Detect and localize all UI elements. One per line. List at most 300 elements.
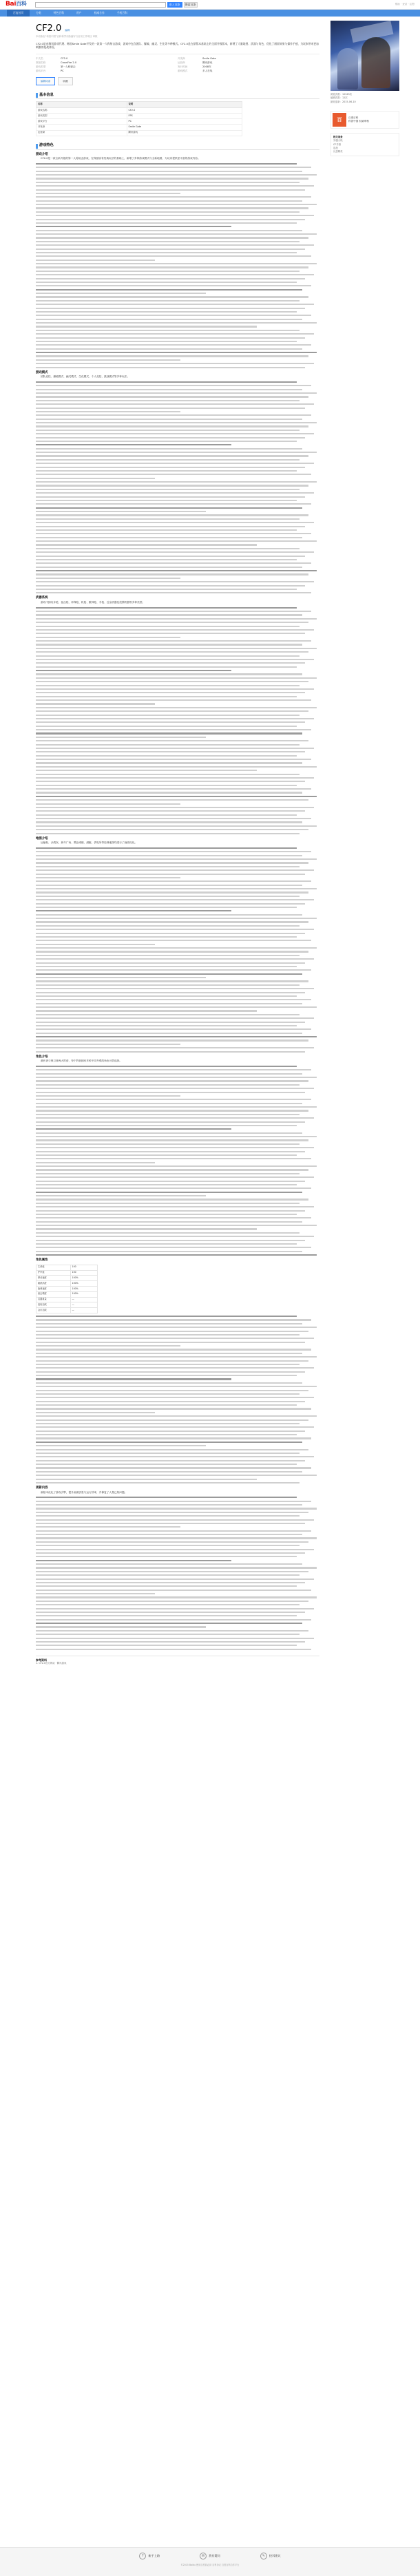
text-line: [36, 1051, 305, 1053]
text-line: [36, 1449, 308, 1450]
logo-sub-text: 百科: [16, 1, 27, 8]
stats-cell: 100%: [70, 1276, 97, 1281]
text-line: [36, 474, 311, 475]
sidebar: [330, 21, 399, 156]
baike-logo[interactable]: [6, 2, 27, 7]
text-line: [36, 688, 314, 690]
text-line: [36, 662, 305, 664]
page-title: CF2.0: [36, 23, 62, 34]
review-subline: 本词条由“科普中国”百科科学词条编写与应用工作项目 审核: [36, 35, 98, 38]
subheading-updates: 更新内容: [36, 1486, 48, 1490]
text-block: [36, 847, 319, 1053]
poster-figure: [361, 37, 390, 88]
text-line: [36, 414, 311, 416]
text-line: [36, 914, 302, 916]
text-line: [36, 1619, 311, 1620]
stat-updated: 最近更新：2015-06-10: [330, 100, 356, 103]
text-line: [36, 548, 300, 549]
text-line: [36, 185, 314, 187]
subheading-intro: 游戏介绍: [36, 152, 48, 156]
text-line: [36, 710, 308, 712]
promo-logo-icon: 百: [333, 113, 346, 127]
text-line: [36, 1073, 302, 1075]
text-line: [36, 1210, 305, 1212]
text-line: [36, 1088, 314, 1089]
text-line: [36, 633, 305, 634]
text-line: [36, 1579, 314, 1580]
text-line: [36, 1537, 317, 1539]
text-line: [36, 355, 308, 357]
text-line: [36, 589, 297, 590]
text-line: [36, 1243, 297, 1245]
text-line: [36, 1099, 311, 1100]
text-line: [36, 880, 311, 882]
text-line: [36, 755, 297, 757]
text-line: [36, 984, 300, 986]
text-line: [36, 729, 311, 730]
favorite-button[interactable]: 收藏: [58, 77, 72, 85]
text-line: [36, 503, 311, 505]
text-line: [36, 1434, 297, 1435]
text-line: [36, 252, 297, 253]
text-line: [36, 1025, 297, 1026]
text-line: [36, 529, 297, 531]
text-line: [36, 1206, 314, 1207]
stat-edits: 编辑次数：12次: [330, 96, 348, 100]
text-line: [36, 333, 314, 335]
text-line: [36, 215, 314, 216]
subheading-modes: 游戏模式: [36, 370, 48, 374]
text-line: [36, 1225, 317, 1226]
stats-cell: 100%: [70, 1281, 97, 1287]
text-line: [36, 1523, 305, 1524]
nav-mobile[interactable]: 手机百科: [116, 11, 127, 14]
stats-cell: —: [70, 1308, 97, 1313]
text-line: [36, 751, 305, 752]
text-line: [36, 921, 308, 922]
promo-line: 科普中国 权威审核: [348, 120, 369, 123]
text-line: [36, 396, 308, 397]
text-line: [36, 692, 305, 693]
promo-line: 百度百科: [348, 116, 359, 120]
text-line: [36, 1574, 300, 1576]
text-line: [36, 1649, 311, 1650]
text-line: [36, 1596, 317, 1598]
text-line: [36, 659, 314, 660]
stats-row: [36, 1270, 98, 1276]
text-line: [36, 673, 302, 675]
edit-entry-button[interactable]: 编辑词条: [36, 77, 55, 85]
text-line: [36, 282, 297, 283]
text-line: [36, 1162, 155, 1163]
text-line: [36, 1319, 311, 1320]
text-line: [36, 1408, 311, 1409]
basic-value: PC: [61, 70, 64, 73]
text-line: [36, 425, 308, 427]
text-line: [36, 1397, 314, 1398]
stats-cell: 100: [70, 1270, 97, 1276]
reference-item[interactable]: 1. CF2.0官方网站 · 腾讯游戏: [36, 1662, 67, 1665]
text-line: [36, 455, 308, 456]
text-line: [36, 1541, 308, 1543]
game-poster-image[interactable]: [330, 21, 399, 91]
basic-key: 游戏模式: [178, 70, 188, 73]
text-line: [36, 933, 305, 934]
text-line: [36, 1360, 308, 1362]
text-line: [36, 1623, 302, 1624]
entry-actions: [36, 77, 319, 85]
text-line: [36, 367, 305, 368]
text-line: [36, 522, 314, 523]
text-line: [36, 422, 317, 423]
nav-special[interactable]: 特色百科: [53, 11, 64, 14]
text-line: [36, 929, 314, 930]
top-bar: [0, 0, 420, 10]
text-line: [36, 1169, 308, 1170]
text-line: [36, 1386, 317, 1387]
subheading-roles: 角色介绍: [36, 1055, 48, 1059]
stat-views: 浏览次数：12345次: [330, 93, 353, 96]
text-line: [36, 999, 311, 1000]
basic-value: CF2.0: [61, 57, 68, 61]
text-line: [36, 441, 297, 442]
text-line: [36, 1508, 317, 1509]
text-block: [36, 381, 319, 594]
text-line: [36, 1501, 311, 1502]
text-line: [36, 178, 308, 179]
subheading-stats: 角色属性: [36, 1258, 48, 1263]
text-line: [36, 651, 308, 653]
newbie-guide-link[interactable]: [139, 2553, 160, 2559]
text-line: [36, 470, 297, 472]
text-line: [36, 437, 305, 439]
footer-links: [0, 2548, 420, 2559]
text-line: [36, 200, 302, 202]
text-line: [36, 1601, 308, 1602]
basic-info-box: [36, 54, 319, 73]
text-line: [36, 637, 180, 638]
section-basic-title: [36, 92, 319, 99]
text-line: [36, 1117, 314, 1119]
table-row: [36, 125, 242, 130]
text-line: [36, 1184, 297, 1185]
text-line: [36, 1593, 155, 1594]
text-line: [36, 381, 297, 383]
text-line: [36, 592, 311, 593]
text-line: [36, 578, 180, 579]
text-line: [36, 762, 302, 763]
text-line: [36, 677, 317, 679]
text-line: [36, 936, 297, 938]
text-line: [36, 891, 308, 893]
text-line: [36, 1066, 297, 1067]
enter-entry-button[interactable]: 进入词条: [167, 2, 182, 8]
basic-key: 开发商: [178, 57, 185, 61]
basic-value: 腾讯游戏: [202, 61, 213, 65]
text-line: [36, 721, 305, 723]
nav-home[interactable]: 百度首页: [7, 10, 30, 17]
text-line: [36, 788, 311, 790]
text-line: [36, 570, 317, 571]
text-line: [36, 544, 257, 545]
nav-authority[interactable]: 权威合作: [94, 11, 105, 14]
text-line: [36, 1349, 311, 1350]
text-line: [36, 1393, 300, 1395]
text-line: [36, 1334, 300, 1335]
text-line: [36, 1364, 300, 1365]
text-line: [36, 1378, 231, 1380]
text-line: [36, 1022, 305, 1023]
text-line: [36, 1552, 305, 1554]
text-line: [36, 278, 305, 279]
text-line: [36, 777, 314, 779]
question-link[interactable]: [200, 2553, 220, 2559]
footer-link-label: 我有疑问: [209, 2554, 220, 2558]
table-header-row: [36, 102, 242, 108]
text-line: [36, 869, 314, 871]
text-line: [36, 1404, 297, 1406]
text-line: [36, 1608, 314, 1609]
promo-banner[interactable]: [330, 111, 399, 129]
text-line: [36, 1147, 314, 1148]
text-line: [36, 1367, 314, 1369]
text-line: [36, 1128, 231, 1130]
text-line: [36, 1534, 302, 1535]
text-line: [36, 551, 314, 553]
text-line: [36, 1036, 317, 1037]
text-line: [36, 1136, 317, 1137]
table-cell: 腾讯游戏: [127, 130, 242, 136]
text-line: [36, 189, 305, 191]
text-line: [36, 341, 297, 342]
text-line: [36, 567, 302, 568]
text-line: [36, 1069, 311, 1070]
text-line: [36, 385, 311, 386]
text-line: [36, 1039, 308, 1041]
text-line: [36, 274, 314, 275]
text-line: [36, 330, 300, 331]
table-cell: 开发商: [36, 125, 127, 130]
text-line: [36, 403, 314, 405]
text-line: [36, 1460, 305, 1461]
text-line: [36, 1615, 297, 1616]
related-title: 相关词条: [333, 136, 343, 139]
text-line: [36, 1084, 300, 1086]
text-line: [36, 1187, 311, 1189]
text-line: [36, 1353, 302, 1354]
text-line: [36, 1423, 300, 1424]
stats-cell: 跳跃高度: [36, 1281, 71, 1287]
table-cell: 游戏名称: [36, 107, 127, 113]
text-line: [36, 718, 314, 719]
text-line: [36, 1612, 305, 1613]
text-line: [36, 825, 317, 827]
text-line: [36, 1604, 300, 1605]
text-line: [36, 781, 305, 782]
references: [36, 1656, 319, 1666]
text-line: [36, 810, 305, 812]
related-link[interactable]: CF手游: [333, 142, 342, 146]
text-line: [36, 1251, 302, 1252]
text-line: [36, 1323, 302, 1324]
text-line: [36, 1143, 300, 1145]
text-line: [36, 1221, 302, 1223]
text-line: [36, 289, 302, 291]
text-line: [36, 785, 297, 786]
text-line: [36, 408, 305, 409]
text-line: [36, 444, 231, 445]
text-line: [36, 888, 317, 889]
text-line: [36, 1415, 317, 1417]
stats-cell: 100%: [70, 1286, 97, 1291]
text-line: [36, 918, 317, 919]
basic-info-row: [36, 69, 178, 73]
text-line: [36, 296, 308, 297]
paragraph-intro: CF2.0是一款全新升级的第一人称射击游戏，在保留原有经典玩法的基础上，新增了多种游戏模式与全新地图，为玩家提供更丰富的游戏内容。: [41, 157, 200, 160]
text-block: [36, 1497, 319, 1650]
text-line: [36, 1382, 302, 1384]
text-line: [36, 1003, 302, 1004]
text-line: [36, 500, 297, 501]
text-line: [36, 1106, 317, 1108]
text-line: [36, 207, 308, 209]
stats-cell: —: [70, 1302, 97, 1308]
text-line: [36, 241, 300, 242]
stats-row: [36, 1302, 98, 1308]
text-line: [36, 1442, 302, 1443]
text-line: [36, 1530, 311, 1532]
basic-key: 原版名称: [36, 61, 46, 65]
text-line: [36, 969, 311, 971]
text-line: [36, 988, 314, 989]
text-line: [36, 973, 302, 975]
text-line: [36, 511, 206, 512]
text-line: [36, 1626, 206, 1627]
basic-key: 发行时间: [178, 65, 188, 69]
stats-cell: 金币加成: [36, 1308, 71, 1313]
text-line: [36, 1316, 297, 1317]
text-line: [36, 1342, 305, 1343]
search-input[interactable]: [35, 2, 166, 8]
text-line: [36, 1641, 305, 1643]
text-line: [36, 1479, 257, 1480]
main-content: [36, 21, 319, 1666]
stats-row: [36, 1297, 98, 1302]
text-line: [36, 1401, 305, 1402]
text-line: [36, 925, 300, 927]
text-line: [36, 896, 300, 897]
text-line: [36, 1345, 180, 1347]
text-line: [36, 962, 305, 964]
table-row: [36, 107, 242, 113]
text-line: [36, 1217, 311, 1218]
text-line: [36, 293, 206, 294]
summary-paragraph: CF2.0是由腾讯游戏代理、韩国Smile Gate开发的一款第一人称射击游戏，游戏中包含团队、爆破、幽灵、生化等多种模式。CF2.0是在原版本基础上的全面升级版本，新增了大量地图、武器与角色，优化了画面效果与操作手感，为玩家带来更加刺激的枪战体验。: [36, 41, 319, 50]
basic-value: 第一人称射击: [61, 65, 76, 69]
text-line: [36, 766, 317, 768]
text-line: [36, 400, 300, 401]
related-link[interactable]: 反恐精英: [333, 150, 343, 154]
paragraph-roles: 潜伏者与保卫者两大阵营，每个阵营拥有多种不同外观的角色可供选择。: [41, 1059, 122, 1063]
paragraph-maps: 运输船、沙漠灰、新年广场、黑色城镇、潜艇、供电所等经典地图均进行了画面优化。: [41, 841, 138, 845]
stats-row: [36, 1265, 98, 1270]
related-link[interactable]: 穿越火线: [333, 139, 343, 142]
text-line: [36, 300, 300, 302]
text-line: [36, 1371, 305, 1373]
text-block: [36, 1066, 319, 1256]
text-line: [36, 715, 300, 716]
footer: [0, 2547, 420, 2576]
text-line: [36, 352, 317, 353]
text-line: [36, 1232, 300, 1234]
subheading-maps: 地图介绍: [36, 836, 48, 841]
text-line: [36, 666, 297, 668]
related-link[interactable]: 逆战: [333, 146, 338, 149]
nav-category[interactable]: 分类: [36, 11, 41, 14]
text-line: [36, 174, 317, 176]
text-line: [36, 1526, 180, 1528]
text-line: [36, 611, 311, 612]
stats-cell: 护甲值: [36, 1270, 71, 1276]
table-cell: 游戏平台: [36, 119, 127, 125]
text-line: [36, 1590, 311, 1591]
text-line: [36, 847, 297, 849]
table-cell: 游戏类型: [36, 113, 127, 118]
text-line: [36, 1556, 297, 1557]
text-line: [36, 1033, 302, 1034]
text-line: [36, 1195, 206, 1196]
text-line: [36, 748, 314, 749]
basic-key: 游戏类型: [36, 65, 46, 69]
text-line: [36, 496, 305, 498]
text-line: [36, 1464, 297, 1465]
text-block: [36, 163, 319, 368]
search-entry-button[interactable]: 搜索词条: [185, 2, 196, 6]
paragraph-weapons: 游戏中拥有步枪、狙击枪、冲锋枪、机枪、霰弹枪、手枪、近身武器及投掷武器等多种类型。: [41, 601, 145, 604]
nav-user[interactable]: 用户: [76, 11, 82, 14]
top-links[interactable]: 帮助 · 登录 · 注册: [395, 2, 414, 6]
text-line: [36, 947, 317, 949]
text-line: [36, 211, 300, 213]
text-line: [36, 977, 206, 978]
text-line: [36, 193, 180, 194]
text-line: [36, 707, 317, 708]
text-line: [36, 526, 305, 527]
section-title-text: 游戏特色: [39, 143, 54, 148]
text-line: [36, 1331, 308, 1332]
text-line: [36, 796, 317, 797]
text-line: [36, 685, 300, 686]
poster-figure: [337, 48, 358, 89]
text-line: [36, 759, 311, 760]
text-line: [36, 392, 317, 394]
section-title-text: 基本信息: [39, 92, 54, 97]
feedback-link[interactable]: [260, 2553, 281, 2559]
edit-link[interactable]: 编辑: [65, 29, 70, 32]
text-line: [36, 263, 317, 264]
text-line: [36, 1228, 257, 1229]
basic-key: 中文名: [36, 57, 43, 61]
text-line: [36, 514, 308, 516]
text-line: [36, 951, 308, 952]
text-line: [36, 877, 180, 878]
text-line: [36, 1165, 317, 1167]
text-line: [36, 171, 302, 172]
text-line: [36, 1121, 305, 1123]
text-block: [36, 607, 319, 834]
text-line: [36, 481, 317, 483]
basic-value: 多人在线: [202, 70, 213, 73]
